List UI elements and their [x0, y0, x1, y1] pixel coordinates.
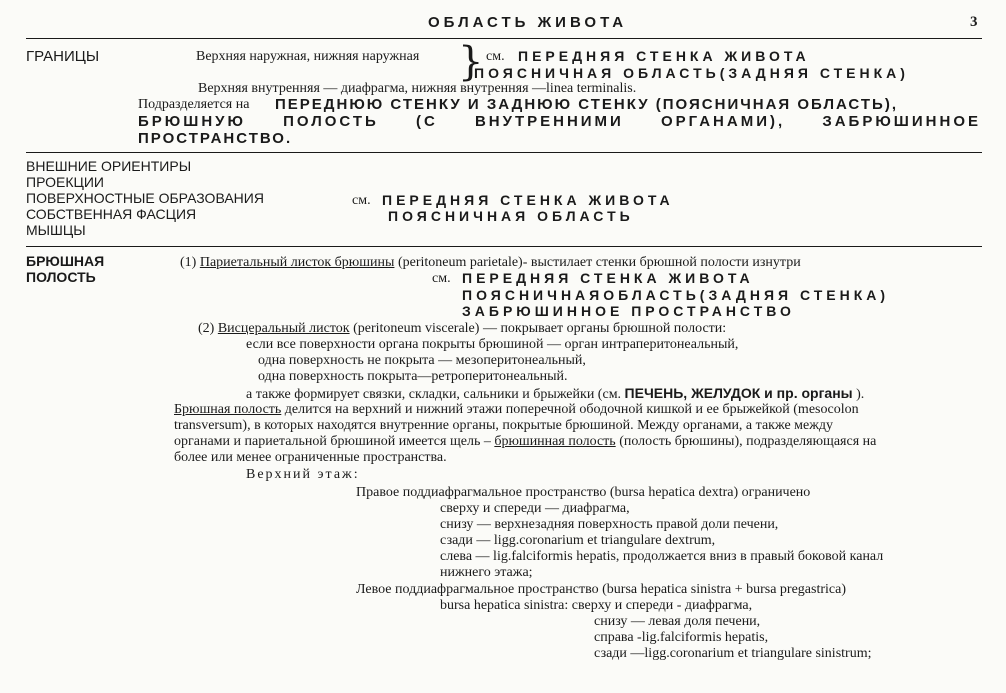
cavity-p1-term: Париетальный листок брюшины [199, 255, 395, 270]
cavity-p1 [180, 255, 801, 271]
orientation-ref-lumbar: ПОЯСНИЧНАЯ ОБЛАСТЬ [388, 208, 634, 224]
borders-ref-lumbar: ПОЯСНИЧНАЯ ОБЛАСТЬ(ЗАДНЯЯ СТЕНКА) [474, 65, 909, 81]
cavity-para-2: transversum), в которых находятся внутренние органы, покрытые брюшиной. Между органами, а также между [174, 418, 834, 433]
cavity-l2: одна поверхность не покрыта — мезоперитонеальный, [258, 353, 586, 368]
borders-divided-line2: БРЮШНУЮ ПОЛОСТЬ (С ВНУТРЕННИМИ ОРГАНАМИ), ЗАБРЮШИННОЕ [138, 113, 981, 130]
cavity-para-3term: брюшинная полость [494, 434, 616, 449]
brace-icon: } [458, 39, 484, 85]
cavity-para-term: Брюшная полость [174, 402, 282, 417]
section-label-cavity-1: БРЮШНАЯ [26, 253, 105, 269]
cavity-l4 [246, 385, 864, 403]
page-number: 3 [970, 14, 978, 30]
cavity-p2-num: (2) [198, 321, 215, 336]
cavity-p1-num: (1) [180, 255, 197, 270]
cavity-r1: сверху и спереди — диафрагма, [440, 501, 630, 516]
page-title: ОБЛАСТЬ ЖИВОТА [428, 14, 628, 31]
cavity-para-3a: органами и париетальной брюшиной имеется щель – [174, 434, 491, 449]
cavity-p2 [198, 321, 726, 337]
cavity-ref-retroperitoneal: ЗАБРЮШИННОЕ ПРОСТРАНСТВО [462, 303, 795, 319]
cavity-l4-pre: а также формирует связки, складки, сальники и брыжейки (см. [246, 387, 622, 402]
cavity-right-title: Правое поддиафрагмальное пространство (bursa hepatica dextra) ограничено [356, 485, 811, 500]
cavity-left-title: Левое поддиафрагмальное пространство (bursa hepatica sinistra + bursa pregastrica) [356, 582, 846, 597]
orientation-see: см. [352, 193, 371, 208]
borders-see: см. [486, 49, 505, 64]
cavity-l4-post: ). [856, 387, 865, 402]
cavity-r2: снизу — верхнезадняя поверхность правой доли печени, [440, 517, 779, 532]
cavity-para-3b: (полость брюшины), подразделяющаяся на [619, 434, 877, 449]
borders-outer: Верхняя наружная, нижняя наружная [196, 49, 420, 64]
cavity-r4: слева — lig.falciformis hepatis, продолжается вниз в правый боковой канал [440, 549, 884, 564]
cavity-l3: одна поверхность покрыта—ретроперитонеальный. [258, 369, 568, 384]
cavity-see: см. [432, 271, 451, 286]
cavity-upper-floor: Верхний этаж: [246, 467, 360, 482]
cavity-para-1-text: делится на верхний и нижний этажи поперечной ободочной кишкой и ее брыжейкой (mesocolon [284, 402, 859, 417]
cavity-l1: если все поверхности органа покрыты брюшиной — орган интраперитонеальный, [246, 337, 739, 352]
cavity-p1-rest: (peritoneum parietale)- выстилает стенки брюшной полости изнутри [397, 255, 801, 270]
borders-ref-anterior-wall: ПЕРЕДНЯЯ СТЕНКА ЖИВОТА [518, 48, 810, 64]
orientation-item-fascia: СОБСТВЕННАЯ ФАСЦИЯ [26, 206, 197, 222]
borders-inner: Верхняя внутренняя — диафрагма, нижняя внутренняя —linea terminalis. [198, 81, 637, 96]
cavity-p2-rest: (peritoneum viscerale) — покрывает органы брюшной полости: [353, 321, 727, 336]
divider-orientation [26, 246, 982, 247]
cavity-ref-anterior-wall: ПЕРЕДНЯЯ СТЕНКА ЖИВОТА [462, 270, 754, 286]
borders-divided-line1: ПЕРЕДНЮЮ СТЕНКУ И ЗАДНЮЮ СТЕНКУ (ПОЯСНИЧНАЯ ОБЛАСТЬ), [275, 96, 899, 113]
cavity-r5: нижнего этажа; [440, 565, 533, 580]
cavity-r3: сзади — ligg.coronarium et triangulare dextrum, [440, 533, 716, 548]
cavity-para-4: более или менее ограниченные пространства. [174, 450, 447, 465]
cavity-p2-term: Висцеральный листок [217, 321, 350, 336]
orientation-item-projections: ПРОЕКЦИИ [26, 174, 104, 190]
borders-divided-prefix: Подразделяется на [138, 97, 250, 112]
cavity-s1: снизу — левая доля печени, [594, 614, 761, 629]
cavity-s3: сзади —ligg.coronarium et triangulare sinistrum; [594, 646, 872, 661]
cavity-para-3 [174, 434, 876, 450]
cavity-l4-bold: ПЕЧЕНЬ, ЖЕЛУДОК и пр. органы [624, 385, 853, 401]
section-label-borders: ГРАНИЦЫ [26, 48, 100, 65]
orientation-item-surface: ПОВЕРХНОСТНЫЕ ОБРАЗОВАНИЯ [26, 190, 264, 206]
cavity-s0: bursa hepatica sinistra: сверху и спереди - диафрагма, [440, 598, 753, 613]
borders-divided-line3: ПРОСТРАНСТВО. [138, 130, 293, 147]
orientation-ref-anterior-wall: ПЕРЕДНЯЯ СТЕНКА ЖИВОТА [382, 192, 674, 208]
cavity-para-1 [174, 402, 859, 418]
divider-top [26, 38, 982, 39]
section-label-cavity-2: ПОЛОСТЬ [26, 269, 96, 285]
orientation-item-muscles: МЫШЦЫ [26, 222, 86, 238]
cavity-s2: справа -lig.falciformis hepatis, [594, 630, 769, 645]
divider-borders [26, 152, 982, 153]
cavity-ref-lumbar: ПОЯСНИЧНАЯОБЛАСТЬ(ЗАДНЯЯ СТЕНКА) [462, 287, 890, 303]
orientation-item-external: ВНЕШНИЕ ОРИЕНТИРЫ [26, 158, 192, 174]
